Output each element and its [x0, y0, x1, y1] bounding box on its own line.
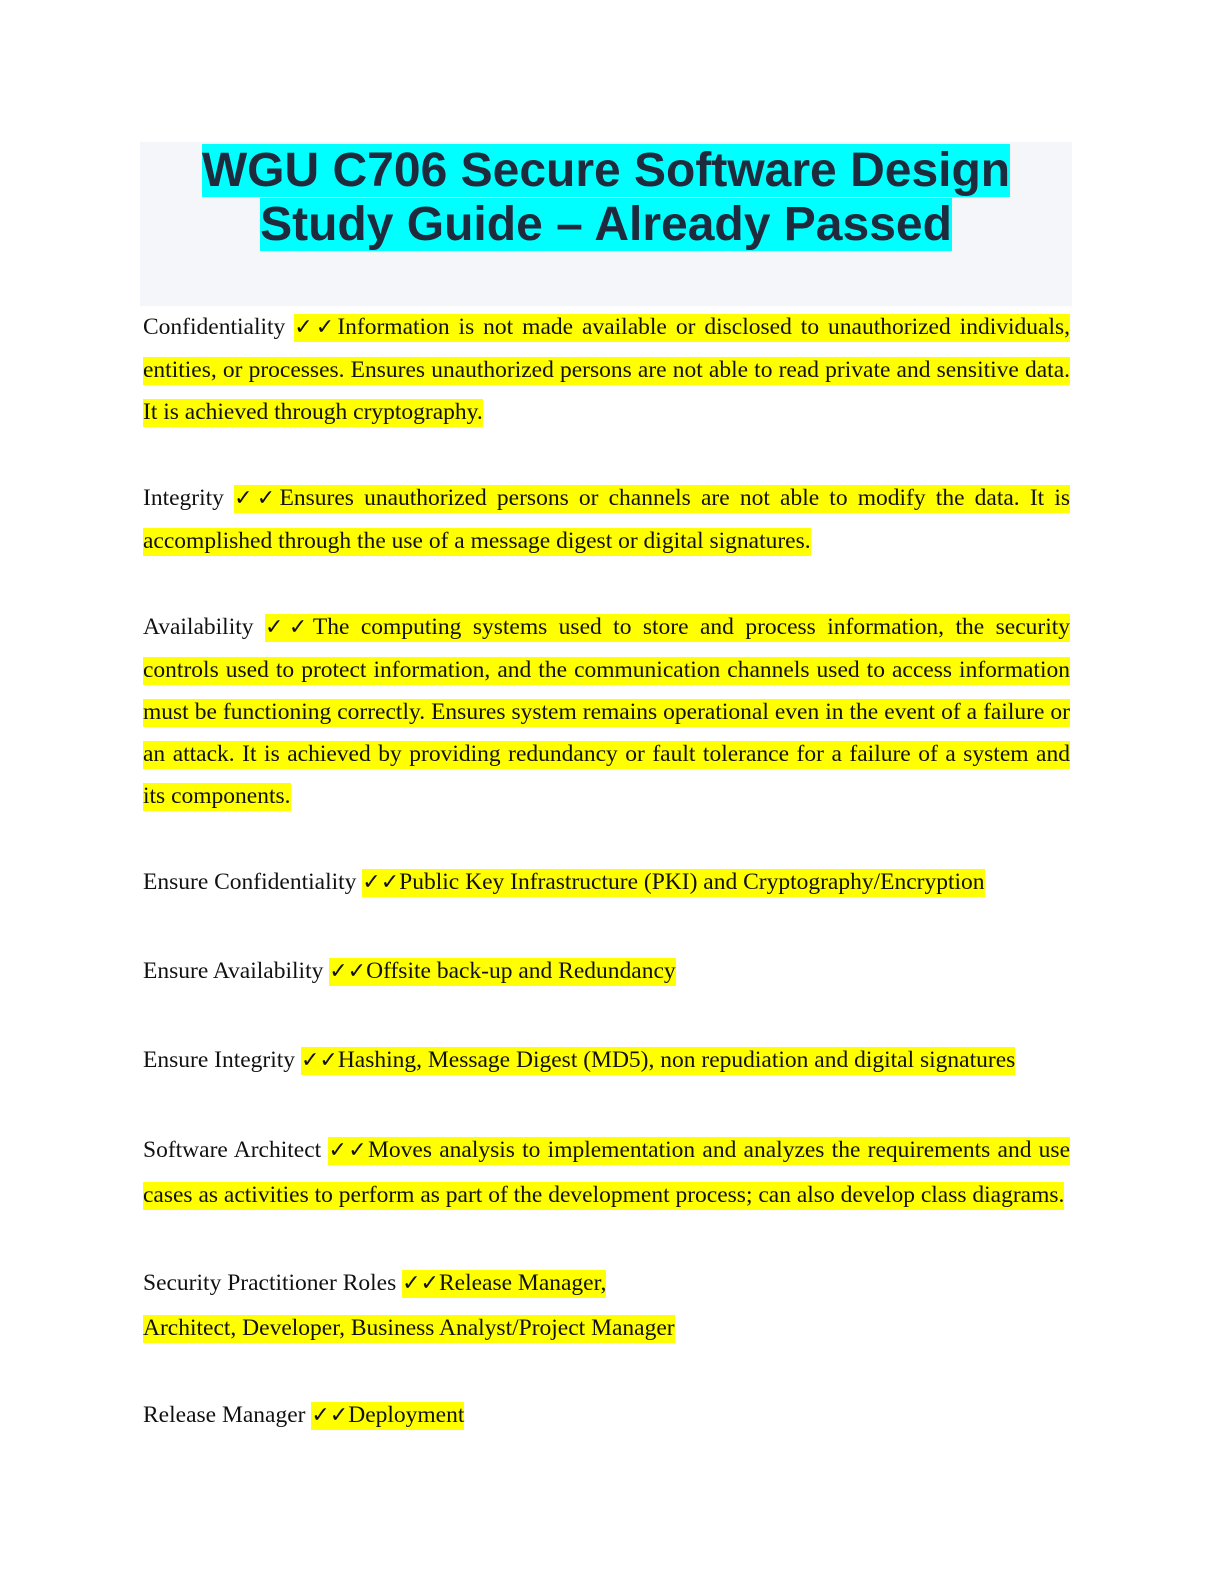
page-title	[140, 142, 1072, 252]
entry-security-practitioner-roles	[143, 1261, 1070, 1350]
entry-software-architect	[143, 1128, 1070, 1217]
entry-integrity	[143, 477, 1070, 562]
entry-answer: Offsite back-up and Redundancy	[366, 958, 676, 984]
entry-answer: Deployment	[348, 1402, 465, 1428]
entry-availability	[143, 606, 1070, 817]
entry-confidentiality	[143, 306, 1070, 433]
entry-term: Confidentiality	[143, 314, 286, 340]
double-check-icon: ✓✓	[328, 1138, 369, 1163]
entry-term: Integrity	[143, 485, 224, 511]
entry-ensure-availability	[143, 950, 1070, 993]
entry-ensure-confidentiality	[143, 861, 1070, 904]
title-panel	[140, 142, 1072, 306]
entry-term: Availability	[143, 614, 254, 640]
entry-answer: The computing systems used to store and process information, the security controls used to protect information, and the communication channels used to access information must be functioning correctly. Ensures system remains operational even in the event of a failure or an attack. It is achieved by providing redundancy or fault tolerance for a failure of a system and its components.	[143, 614, 1071, 809]
double-check-icon: ✓✓	[264, 615, 313, 640]
double-check-icon: ✓✓	[300, 1048, 338, 1073]
entry-term: Ensure Availability	[143, 958, 324, 984]
entry-answer: Ensures unauthorized persons or channels are not able to modify the data. It is accomplished through the use of a message digest or digital signatures.	[143, 485, 1071, 554]
entry-term: Release Manager	[143, 1402, 306, 1428]
entry-term: Software Architect	[143, 1137, 322, 1163]
page-title-text: WGU C706 Secure Software Design Study Guide – Already Passed	[201, 144, 1011, 251]
entry-term: Security Practitioner Roles	[143, 1270, 397, 1296]
entry-release-manager	[143, 1394, 1070, 1437]
double-check-icon: ✓✓	[294, 315, 338, 340]
double-check-icon: ✓✓	[311, 1403, 349, 1428]
entry-term: Ensure Integrity	[143, 1047, 296, 1073]
entry-answer: Hashing, Message Digest (MD5), non repudiation and digital signatures	[337, 1047, 1016, 1073]
entry-answer: Information is not made available or disclosed to unauthorized individuals, entities, or processes. Ensures unauthorized persons are not able to read private and sensitive data. It is achieved through cryptography.	[143, 314, 1070, 425]
entry-ensure-integrity	[143, 1039, 1070, 1082]
entry-term: Ensure Confidentiality	[143, 869, 357, 895]
flashcard-list	[143, 306, 1070, 1437]
double-check-icon: ✓✓	[234, 486, 280, 511]
double-check-icon: ✓✓	[402, 1271, 439, 1296]
entry-answer-line-2: Architect, Developer, Business Analyst/Project Manager	[143, 1315, 675, 1341]
entry-answer-line-1: Release Manager,	[438, 1270, 607, 1296]
entry-answer: Moves analysis to implementation and analyzes the requirements and use cases as activities to perform as part of the development process; can also develop class diagrams.	[143, 1137, 1071, 1208]
double-check-icon: ✓✓	[362, 870, 400, 895]
double-check-icon: ✓✓	[329, 959, 367, 984]
entry-answer: Public Key Infrastructure (PKI) and Cryptography/Encryption	[399, 869, 985, 895]
